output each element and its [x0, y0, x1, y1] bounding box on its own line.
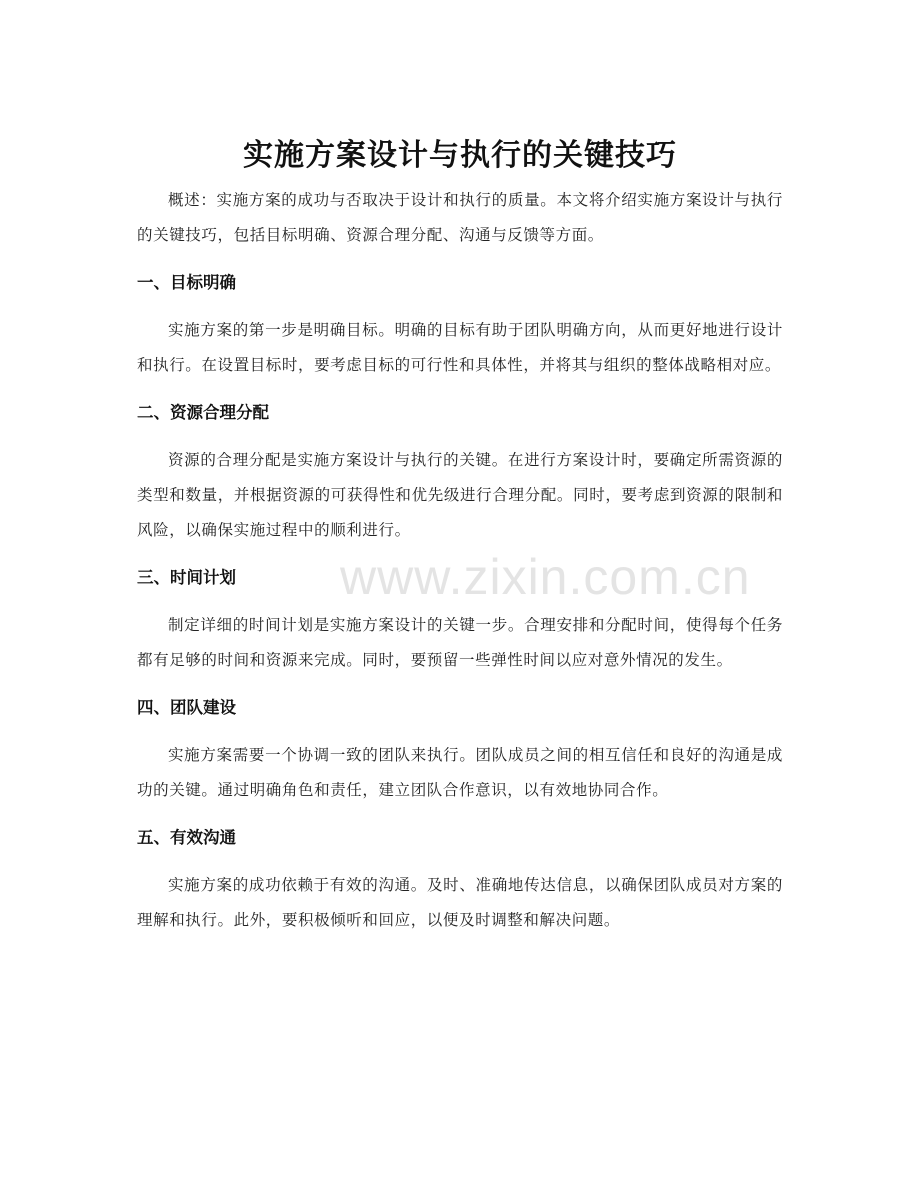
document-body: [137, 183, 783, 938]
section-heading-team: 四、团队建设: [137, 698, 236, 717]
section-body-communication: 实施方案的成功依赖于有效的沟通。及时、准确地传达信息，以确保团队成员对方案的理解和执行。此外，要积极倾听和回应，以便及时调整和解决问题。: [137, 876, 783, 929]
page-title: 实施方案设计与执行的关键技巧: [243, 138, 677, 174]
watermark-text: www.zixin.com.cn: [340, 549, 751, 605]
section-heading-resources: 二、资源合理分配: [137, 403, 269, 422]
section-heading-goals: 一、目标明确: [137, 273, 236, 292]
section-heading-communication: 五、有效沟通: [137, 828, 236, 847]
section-heading-schedule: 三、时间计划: [137, 568, 236, 587]
section-body-goals: 实施方案的第一步是明确目标。明确的目标有助于团队明确方向，从而更好地进行设计和执行。在设置目标时，要考虑目标的可行性和具体性，并将其与组织的整体战略相对应。: [137, 321, 783, 374]
section-body-team: 实施方案需要一个协调一致的团队来执行。团队成员之间的相互信任和良好的沟通是成功的关键。通过明确角色和责任，建立团队合作意识，以有效地协同合作。: [137, 746, 783, 799]
section-body-schedule: 制定详细的时间计划是实施方案设计的关键一步。合理安排和分配时间，使得每个任务都有足够的时间和资源来完成。同时，要预留一些弹性时间以应对意外情况的发生。: [137, 616, 783, 669]
section-body-resources: 资源的合理分配是实施方案设计与执行的关键。在进行方案设计时，要确定所需资源的类型和数量，并根据资源的可获得性和优先级进行合理分配。同时，要考虑到资源的限制和风险，以确保实施过程中的顺利进行。: [137, 451, 783, 539]
summary-paragraph: 概述：实施方案的成功与否取决于设计和执行的质量。本文将介绍实施方案设计与执行的关键技巧，包括目标明确、资源合理分配、沟通与反馈等方面。: [137, 191, 783, 244]
